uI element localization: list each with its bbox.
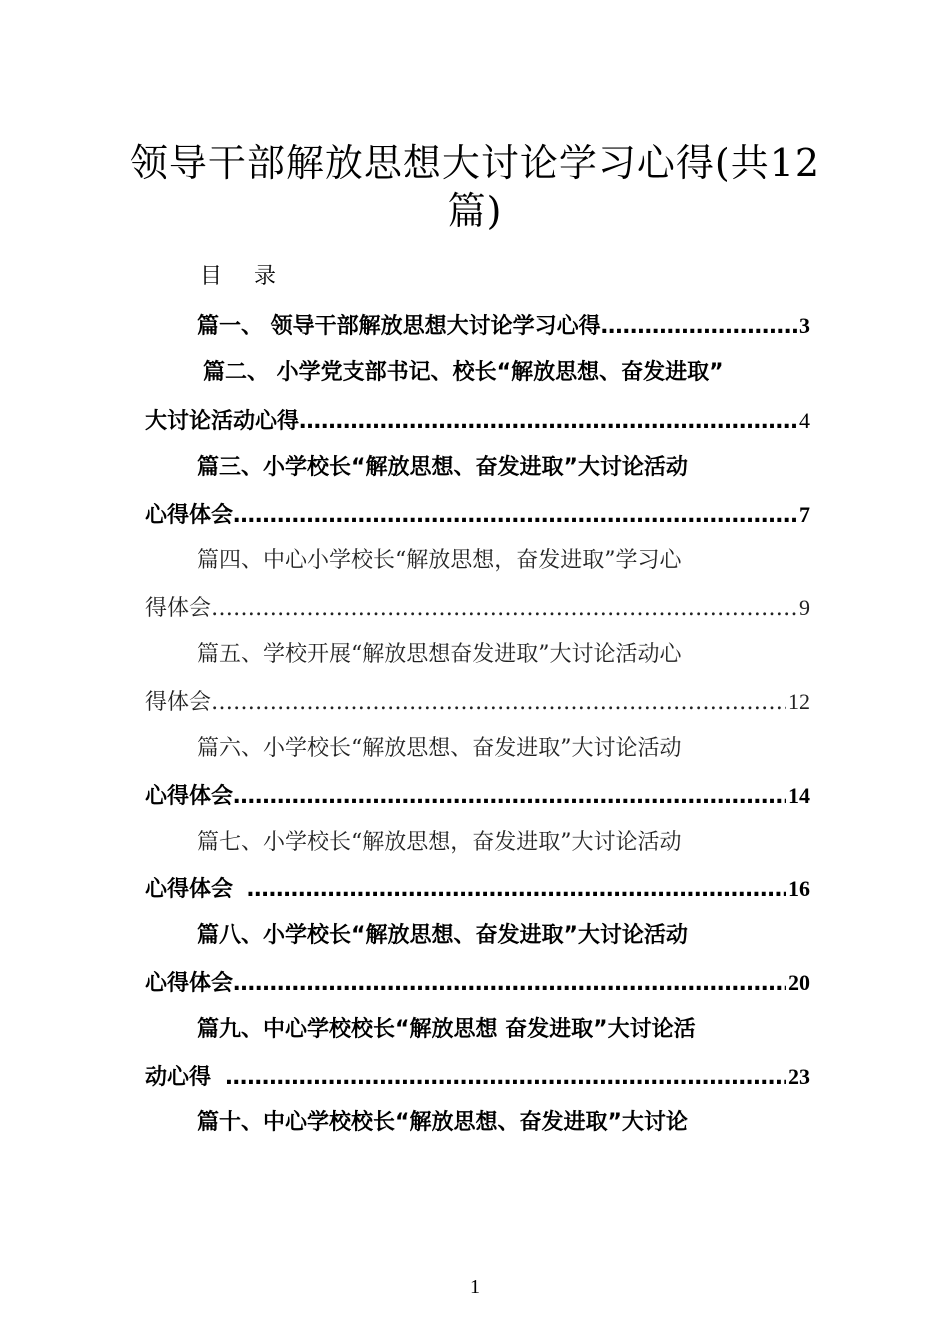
toc-entry-2[interactable] (145, 357, 816, 389)
toc-entry-6-cont[interactable] (145, 780, 810, 813)
toc-entry-title: 篇八、小学校长“解放思想、奋发进取”大讨论活动 (197, 923, 688, 948)
toc-heading-char-2: 录 (254, 264, 277, 289)
toc-entry-title-cont: 心得体会 (145, 971, 234, 996)
toc-entry-title-cont: 大讨论活动心得 (145, 409, 300, 434)
toc-heading (200, 262, 276, 292)
toc-entry-8-cont[interactable] (145, 967, 810, 1000)
toc-page-number: 16 (787, 876, 810, 901)
toc-leader-dots (233, 500, 797, 532)
toc-page-number: 3 (799, 313, 810, 338)
toc-entry-title-cont: 动心得 (145, 1065, 212, 1090)
toc-entry-title: 篇一、 领导干部解放思想大讨论学习心得 (197, 314, 601, 339)
toc-page-number: 4 (799, 408, 810, 433)
toc-entry-title: 篇三、小学校长“解放思想、奋发进取”大讨论活动 (197, 455, 688, 480)
toc-heading-char-1: 目 (200, 264, 223, 289)
toc-entry-9[interactable] (145, 1014, 810, 1046)
document-title-line-1: 领导干部解放思想大讨论学习心得(共12 (129, 141, 821, 185)
toc-leader-dots (601, 311, 797, 343)
toc-entry-1[interactable] (145, 310, 810, 343)
toc-entry-title: 篇五、学校开展“解放思想奋发进取”大讨论活动心 (197, 642, 682, 667)
toc-leader-dots (211, 593, 797, 625)
toc-entry-7-cont[interactable] (145, 873, 810, 906)
toc-entry-5-cont[interactable] (145, 686, 810, 719)
document-title-line-2: 篇) (447, 189, 503, 233)
toc-entry-title: 篇二、 小学党支部书记、校长“解放思想、奋发进取” (203, 360, 724, 385)
toc-entry-10[interactable] (145, 1107, 810, 1139)
toc-entry-7[interactable] (145, 827, 810, 859)
toc-page-number: 12 (788, 689, 810, 714)
toc-entry-9-cont[interactable] (145, 1061, 810, 1094)
toc-entry-4[interactable] (145, 545, 810, 577)
toc-leader-dots (233, 968, 786, 1000)
toc-page-number: 14 (788, 783, 810, 808)
toc-entry-title-cont: 心得体会 (145, 877, 234, 902)
toc-page-number: 23 (788, 1064, 810, 1089)
toc-entry-title: 篇十、中心学校校长“解放思想、奋发进取”大讨论 (197, 1110, 688, 1135)
toc-page-number: 7 (799, 502, 810, 527)
toc-leader-dots (299, 406, 797, 438)
toc-entry-title-cont: 得体会 (145, 596, 212, 621)
toc-entry-4-cont[interactable] (145, 592, 810, 625)
toc-entry-title: 篇四、中心小学校长“解放思想，奋发进取”学习心 (197, 548, 682, 573)
toc-entry-title-cont: 得体会 (145, 690, 212, 715)
toc-entry-8[interactable] (145, 920, 810, 952)
toc-entry-5[interactable] (145, 639, 810, 671)
toc-leader-dots (211, 687, 786, 719)
toc-entry-3[interactable] (145, 452, 810, 484)
page-number: 1 (470, 1276, 480, 1298)
toc-page-number: 20 (788, 970, 810, 995)
toc-leader-dots (233, 781, 786, 813)
toc-entry-title: 篇六、小学校长“解放思想、奋发进取”大讨论活动 (197, 736, 682, 761)
toc-entry-title: 篇九、中心学校校长“解放思想 奋发进取”大讨论活 (197, 1017, 696, 1042)
toc-leader-dots (225, 1062, 786, 1094)
toc-entry-title-cont: 心得体会 (145, 503, 234, 528)
toc-leader-dots (247, 874, 786, 906)
toc-page-number: 9 (799, 595, 810, 620)
toc-entry-title-cont: 心得体会 (145, 784, 234, 809)
toc-entry-title: 篇七、小学校长“解放思想，奋发进取”大讨论活动 (197, 830, 682, 855)
toc-entry-3-cont[interactable] (145, 499, 810, 532)
toc-entry-2-cont[interactable] (145, 405, 810, 438)
toc-entry-6[interactable] (145, 733, 810, 765)
